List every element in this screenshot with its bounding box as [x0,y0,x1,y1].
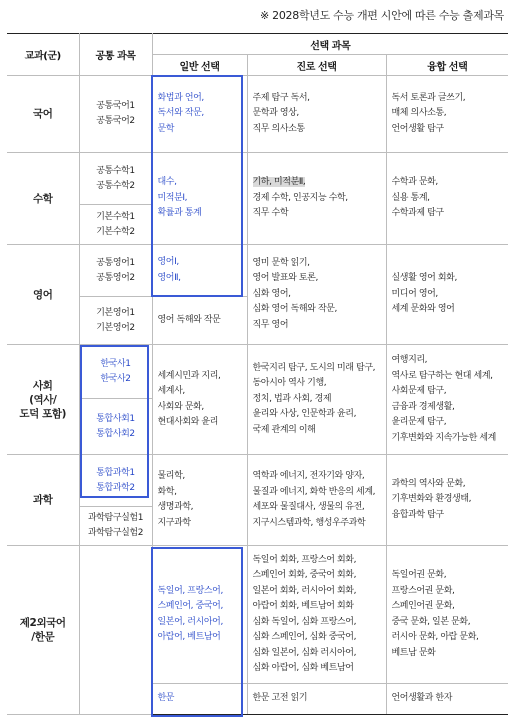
korean-fusion: 독서 토론과 글쓰기, 매체 의사소통, 언어생활 탐구 [386,76,508,153]
foreign-career-1: 독일어 회화, 프랑스어 회화, 스페인어 회화, 중국어 회화, 일본어 회화, 러시아어 회화, 아랍어 회화, 베트남어 회화 심화 독일어, 심화 프랑스어, 심화 스페인어, 심화 중국어, 심화 일본어, 심화 러시아어, 심화 아랍어, 심화 베트남어 [247,546,386,684]
science-general: 물리학, 화학, 생명과학, 지구과학 [152,455,247,546]
foreign-general-2: 한문 [152,684,247,715]
subject-science: 과학 [7,455,79,546]
header-fusion: 융합 선택 [386,55,508,76]
social-general: 세계시민과 지리, 세계사, 사회와 문화, 현대사회와 윤리 [152,345,247,455]
row-math [7,153,508,205]
subject-english: 영어 [7,245,79,345]
row-social [7,345,508,399]
science-career: 역학과 에너지, 전자기와 양자, 물질과 에너지, 화학 반응의 세계, 세포와 물질대사, 생물의 유전, 지구시스템과학, 행성우주과학 [247,455,386,546]
science-common-1: 통합과학1 통합과학2 [79,455,152,507]
english-common-1: 공통영어1 공통영어2 [79,245,152,297]
header-common: 공통 과목 [79,34,152,76]
social-fusion: 여행지리, 역사로 탐구하는 현대 세계, 사회문제 탐구, 금융과 경제생활, 윤리문제 탐구, 기후변화와 지속가능한 세계 [386,345,508,455]
social-common-2: 통합사회1 통합사회2 [79,399,152,455]
foreign-fusion-1: 독일어권 문화, 프랑스어권 문화, 스페인어권 문화, 중국 문화, 일본 문화, 러시아 문화, 아랍 문화, 베트남 문화 [386,546,508,684]
korean-career: 주제 탐구 독서, 문학과 영상, 직무 의사소통 [247,76,386,153]
korean-common: 공통국어1 공통국어2 [79,76,152,153]
science-common-2: 과학탐구실험1 과학탐구실험2 [79,507,152,546]
english-general-1: 영어Ⅰ, 영어Ⅱ, [152,245,247,297]
social-career: 한국지리 탐구, 도시의 미래 탐구, 동아시아 역사 기행, 정치, 법과 사회, 경제 윤리와 사상, 인문학과 윤리, 국제 관계의 이해 [247,345,386,455]
header-elective: 선택 과목 [152,34,508,55]
math-career-highlight: 기하, 미적분Ⅱ, [252,177,306,188]
foreign-common [79,546,152,715]
math-career: 기하, 미적분Ⅱ, 경제 수학, 인공지능 수학, 직무 수학 [247,153,386,245]
math-common-1: 공통수학1 공통수학2 [79,153,152,205]
foreign-general-1: 독일어, 프랑스어, 스페인어, 중국어, 일본어, 러시아어, 아랍어, 베트남어 [152,546,247,684]
math-common-2: 기본수학1 기본수학2 [79,205,152,245]
row-science [7,455,508,507]
row-foreign [7,546,508,684]
subject-foreign: 제2외국어 /한문 [7,546,79,715]
subject-table [7,33,508,715]
social-common-1: 한국사1 한국사2 [79,345,152,399]
row-korean [7,76,508,153]
math-fusion: 수학과 문화, 실용 통계, 수학과제 탐구 [386,153,508,245]
header-general: 일반 선택 [152,55,247,76]
subject-math: 수학 [7,153,79,245]
foreign-fusion-2: 언어생활과 한자 [386,684,508,715]
foreign-career-2: 한문 고전 읽기 [247,684,386,715]
header-curriculum: 교과(군) [7,34,79,76]
english-general-2: 영어 독해와 작문 [152,297,247,345]
page-caption: ※ 2028학년도 수능 개편 시안에 따른 수능 출제과목 [260,9,504,22]
science-fusion: 과학의 역사와 문화, 기후변화와 환경생태, 융합과학 탐구 [386,455,508,546]
subject-korean: 국어 [7,76,79,153]
english-common-2: 기본영어1 기본영어2 [79,297,152,345]
header-career: 진로 선택 [247,55,386,76]
math-general: 대수, 미적분Ⅰ, 확률과 통계 [152,153,247,245]
subject-social: 사회 (역사/ 도덕 포함) [7,345,79,455]
row-english [7,245,508,297]
english-career: 영미 문학 읽기, 영어 발표와 토론, 심화 영어, 심화 영어 독해와 작문, 직무 영어 [247,245,386,345]
english-fusion: 실생활 영어 회화, 미디어 영어, 세계 문화와 영어 [386,245,508,345]
korean-general: 화법과 언어, 독서와 작문, 문학 [152,76,247,153]
